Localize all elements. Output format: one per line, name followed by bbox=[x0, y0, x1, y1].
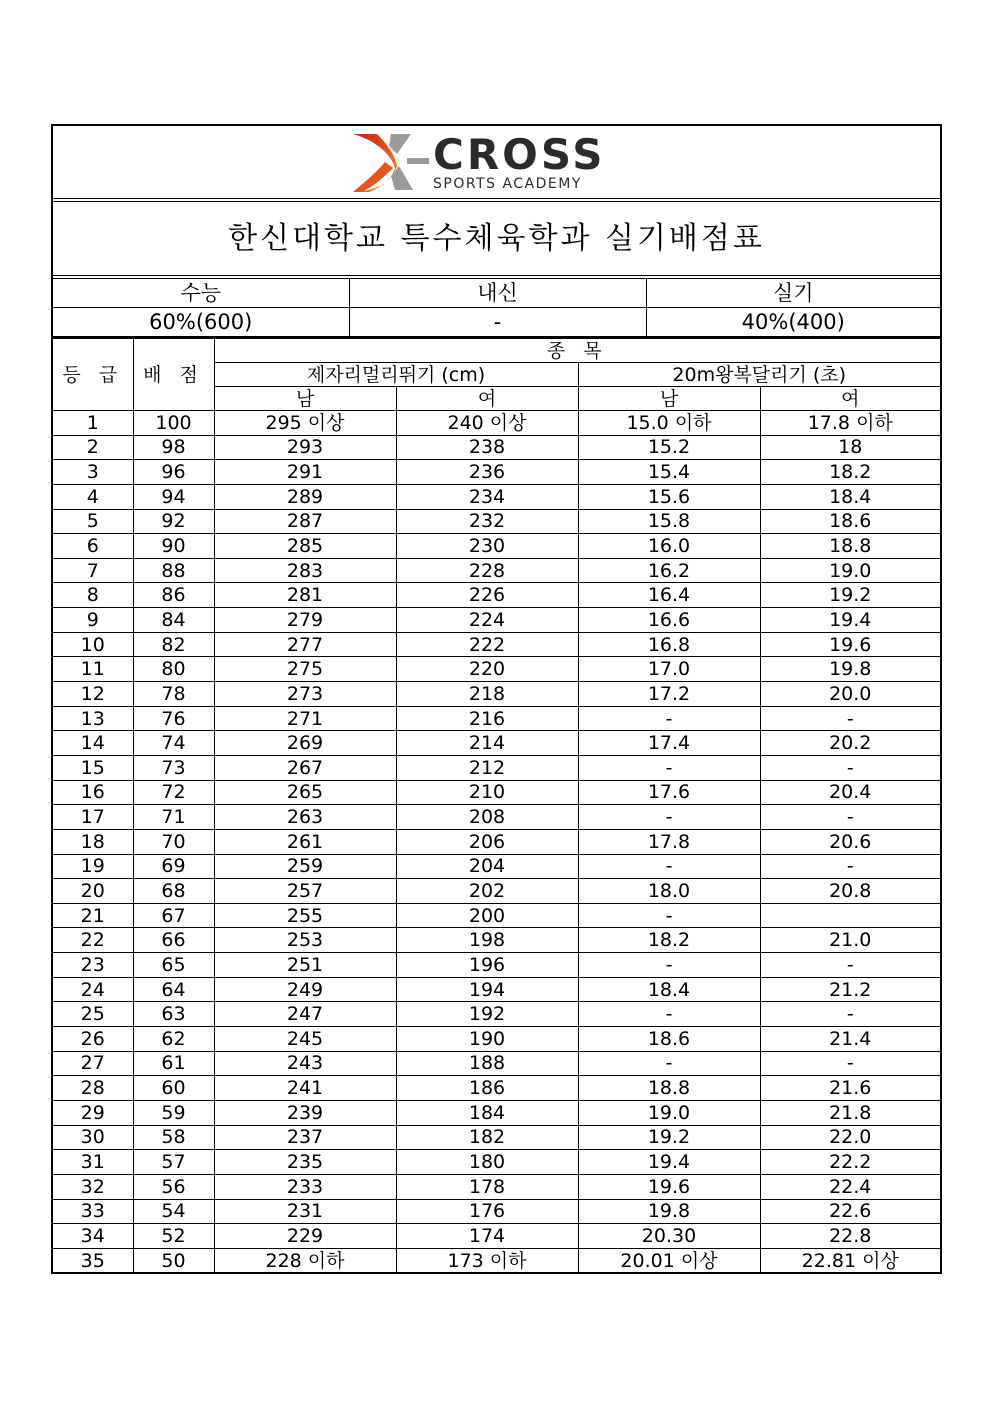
table-row bbox=[53, 558, 940, 583]
grade-cell: 24 bbox=[53, 977, 133, 1002]
score-cell: 50 bbox=[133, 1248, 214, 1272]
long-jump-female-cell: 214 bbox=[396, 731, 578, 756]
table-row bbox=[53, 879, 940, 904]
score-cell: 78 bbox=[133, 682, 214, 707]
grade-cell: 8 bbox=[53, 583, 133, 608]
long-jump-male-cell: 291 bbox=[214, 460, 396, 485]
long-jump-female-cell: 178 bbox=[396, 1174, 578, 1199]
shuttle-run-male-cell: 15.0 이하 bbox=[578, 411, 760, 436]
shuttle-run-male-cell: 20.30 bbox=[578, 1224, 760, 1249]
shuttle-run-male-cell: 16.0 bbox=[578, 534, 760, 559]
shuttle-run-female-cell: 20.4 bbox=[760, 780, 940, 805]
score-cell: 57 bbox=[133, 1150, 214, 1175]
long-jump-male-cell: 228 이하 bbox=[214, 1248, 396, 1272]
shuttle-run-female-cell: 22.8 bbox=[760, 1224, 940, 1249]
long-jump-male-cell: 249 bbox=[214, 977, 396, 1002]
shuttle-run-male-cell: - bbox=[578, 805, 760, 830]
long-jump-female-cell: 224 bbox=[396, 608, 578, 633]
table-row bbox=[53, 1076, 940, 1101]
long-jump-female-cell: 176 bbox=[396, 1199, 578, 1224]
table-row bbox=[53, 977, 940, 1002]
table-row bbox=[53, 903, 940, 928]
shuttle-run-male-cell: - bbox=[578, 1051, 760, 1076]
grade-cell: 1 bbox=[53, 411, 133, 436]
long-jump-female-header: 여 bbox=[396, 387, 578, 411]
grade-cell: 16 bbox=[53, 780, 133, 805]
grade-cell: 35 bbox=[53, 1248, 133, 1272]
long-jump-female-cell: 228 bbox=[396, 558, 578, 583]
table-row bbox=[53, 1248, 940, 1272]
grade-cell: 27 bbox=[53, 1051, 133, 1076]
shuttle-run-female-cell: 22.0 bbox=[760, 1125, 940, 1150]
event-long-jump-header: 제자리멀리뛰기 (cm) bbox=[214, 363, 578, 387]
shuttle-run-female-cell: 18 bbox=[760, 435, 940, 460]
title-row bbox=[53, 202, 940, 276]
long-jump-male-cell: 287 bbox=[214, 509, 396, 534]
table-row bbox=[53, 534, 940, 559]
grade-cell: 15 bbox=[53, 755, 133, 780]
table-row bbox=[53, 1027, 940, 1052]
table-row bbox=[53, 1100, 940, 1125]
score-cell: 76 bbox=[133, 706, 214, 731]
grade-cell: 5 bbox=[53, 509, 133, 534]
shuttle-run-female-cell: 21.4 bbox=[760, 1027, 940, 1052]
grade-cell: 31 bbox=[53, 1150, 133, 1175]
shuttle-run-female-cell: 20.0 bbox=[760, 682, 940, 707]
score-cell: 72 bbox=[133, 780, 214, 805]
shuttle-run-female-cell: 22.81 이상 bbox=[760, 1248, 940, 1272]
cross-logo bbox=[351, 132, 641, 194]
long-jump-male-cell: 229 bbox=[214, 1224, 396, 1249]
page-title: 한신대학교 특수체육학과 실기배점표 bbox=[228, 220, 765, 256]
long-jump-male-cell: 275 bbox=[214, 657, 396, 682]
long-jump-female-cell: 226 bbox=[396, 583, 578, 608]
grade-header: 등 급 bbox=[53, 338, 133, 411]
grade-cell: 18 bbox=[53, 829, 133, 854]
grade-cell: 28 bbox=[53, 1076, 133, 1101]
shuttle-run-female-cell: - bbox=[760, 1002, 940, 1027]
score-cell: 82 bbox=[133, 632, 214, 657]
table-row bbox=[53, 509, 940, 534]
score-cell: 98 bbox=[133, 435, 214, 460]
table-row bbox=[53, 1199, 940, 1224]
score-cell: 90 bbox=[133, 534, 214, 559]
table-row bbox=[53, 731, 940, 756]
table-row bbox=[53, 1002, 940, 1027]
table-row bbox=[53, 583, 940, 608]
shuttle-run-male-cell: 18.2 bbox=[578, 928, 760, 953]
score-sheet bbox=[51, 124, 942, 1274]
long-jump-male-cell: 281 bbox=[214, 583, 396, 608]
shuttle-run-male-header: 남 bbox=[578, 387, 760, 411]
long-jump-male-cell: 231 bbox=[214, 1199, 396, 1224]
summary-value-suneung: 60%(600) bbox=[53, 308, 349, 337]
shuttle-run-male-cell: 16.4 bbox=[578, 583, 760, 608]
long-jump-male-cell: 255 bbox=[214, 903, 396, 928]
score-cell: 84 bbox=[133, 608, 214, 633]
grade-cell: 4 bbox=[53, 484, 133, 509]
cross-x-icon bbox=[351, 132, 429, 194]
long-jump-female-cell: 238 bbox=[396, 435, 578, 460]
shuttle-run-male-cell: 17.6 bbox=[578, 780, 760, 805]
long-jump-female-cell: 182 bbox=[396, 1125, 578, 1150]
long-jump-male-cell: 265 bbox=[214, 780, 396, 805]
long-jump-male-cell: 243 bbox=[214, 1051, 396, 1076]
shuttle-run-male-cell: - bbox=[578, 706, 760, 731]
table-row bbox=[53, 1051, 940, 1076]
shuttle-run-female-cell: - bbox=[760, 1051, 940, 1076]
long-jump-female-cell: 184 bbox=[396, 1100, 578, 1125]
logo-wordmark: CROSS bbox=[433, 130, 606, 179]
grade-cell: 6 bbox=[53, 534, 133, 559]
long-jump-male-cell: 233 bbox=[214, 1174, 396, 1199]
long-jump-female-cell: 206 bbox=[396, 829, 578, 854]
long-jump-male-cell: 277 bbox=[214, 632, 396, 657]
grade-cell: 26 bbox=[53, 1027, 133, 1052]
long-jump-male-cell: 285 bbox=[214, 534, 396, 559]
table-row bbox=[53, 829, 940, 854]
shuttle-run-female-cell: 21.2 bbox=[760, 977, 940, 1002]
grade-cell: 33 bbox=[53, 1199, 133, 1224]
shuttle-run-male-cell: 18.4 bbox=[578, 977, 760, 1002]
long-jump-female-cell: 222 bbox=[396, 632, 578, 657]
shuttle-run-male-cell: 18.0 bbox=[578, 879, 760, 904]
score-cell: 54 bbox=[133, 1199, 214, 1224]
long-jump-female-cell: 173 이하 bbox=[396, 1248, 578, 1272]
long-jump-male-cell: 293 bbox=[214, 435, 396, 460]
grade-cell: 20 bbox=[53, 879, 133, 904]
grade-cell: 7 bbox=[53, 558, 133, 583]
score-cell: 68 bbox=[133, 879, 214, 904]
long-jump-male-cell: 283 bbox=[214, 558, 396, 583]
table-row bbox=[53, 411, 940, 436]
shuttle-run-female-header: 여 bbox=[760, 387, 940, 411]
shuttle-run-female-cell: 19.4 bbox=[760, 608, 940, 633]
table-row bbox=[53, 1174, 940, 1199]
score-cell: 70 bbox=[133, 829, 214, 854]
score-cell: 92 bbox=[133, 509, 214, 534]
table-row bbox=[53, 484, 940, 509]
long-jump-female-cell: 210 bbox=[396, 780, 578, 805]
long-jump-male-cell: 245 bbox=[214, 1027, 396, 1052]
shuttle-run-female-cell: - bbox=[760, 953, 940, 978]
shuttle-run-male-cell: 19.4 bbox=[578, 1150, 760, 1175]
score-cell: 60 bbox=[133, 1076, 214, 1101]
score-cell: 65 bbox=[133, 953, 214, 978]
shuttle-run-female-cell: 19.8 bbox=[760, 657, 940, 682]
logo-row bbox=[53, 126, 940, 199]
score-cell: 52 bbox=[133, 1224, 214, 1249]
grade-cell: 11 bbox=[53, 657, 133, 682]
summary-header-suneung: 수능 bbox=[53, 279, 349, 308]
shuttle-run-female-cell: 18.6 bbox=[760, 509, 940, 534]
grade-cell: 9 bbox=[53, 608, 133, 633]
table-row bbox=[53, 953, 940, 978]
long-jump-male-cell: 269 bbox=[214, 731, 396, 756]
table-row bbox=[53, 755, 940, 780]
shuttle-run-male-cell: 19.2 bbox=[578, 1125, 760, 1150]
long-jump-female-cell: 218 bbox=[396, 682, 578, 707]
long-jump-female-cell: 194 bbox=[396, 977, 578, 1002]
long-jump-male-cell: 263 bbox=[214, 805, 396, 830]
long-jump-male-cell: 259 bbox=[214, 854, 396, 879]
event-header: 종 목 bbox=[214, 338, 940, 363]
shuttle-run-female-cell: - bbox=[760, 854, 940, 879]
summary-header-silgi: 실기 bbox=[646, 279, 940, 308]
grade-cell: 23 bbox=[53, 953, 133, 978]
score-cell: 86 bbox=[133, 583, 214, 608]
long-jump-male-cell: 271 bbox=[214, 706, 396, 731]
shuttle-run-male-cell: 15.4 bbox=[578, 460, 760, 485]
shuttle-run-female-cell: - bbox=[760, 805, 940, 830]
shuttle-run-female-cell: 18.4 bbox=[760, 484, 940, 509]
score-cell: 88 bbox=[133, 558, 214, 583]
long-jump-male-cell: 295 이상 bbox=[214, 411, 396, 436]
grade-cell: 25 bbox=[53, 1002, 133, 1027]
summary-value-silgi: 40%(400) bbox=[646, 308, 940, 337]
shuttle-run-female-cell: 22.2 bbox=[760, 1150, 940, 1175]
long-jump-female-cell: 190 bbox=[396, 1027, 578, 1052]
grade-cell: 14 bbox=[53, 731, 133, 756]
shuttle-run-female-cell: 20.6 bbox=[760, 829, 940, 854]
score-cell: 61 bbox=[133, 1051, 214, 1076]
long-jump-male-cell: 267 bbox=[214, 755, 396, 780]
table-row bbox=[53, 854, 940, 879]
long-jump-female-cell: 200 bbox=[396, 903, 578, 928]
shuttle-run-male-cell: 16.6 bbox=[578, 608, 760, 633]
score-cell: 100 bbox=[133, 411, 214, 436]
score-cell: 73 bbox=[133, 755, 214, 780]
score-cell: 56 bbox=[133, 1174, 214, 1199]
score-cell: 63 bbox=[133, 1002, 214, 1027]
long-jump-male-cell: 247 bbox=[214, 1002, 396, 1027]
shuttle-run-male-cell: 17.4 bbox=[578, 731, 760, 756]
long-jump-male-cell: 273 bbox=[214, 682, 396, 707]
shuttle-run-female-cell: 22.4 bbox=[760, 1174, 940, 1199]
score-header: 배 점 bbox=[133, 338, 214, 411]
long-jump-male-cell: 261 bbox=[214, 829, 396, 854]
long-jump-female-cell: 236 bbox=[396, 460, 578, 485]
shuttle-run-female-cell: - bbox=[760, 755, 940, 780]
shuttle-run-male-cell: - bbox=[578, 1002, 760, 1027]
long-jump-female-cell: 202 bbox=[396, 879, 578, 904]
score-cell: 94 bbox=[133, 484, 214, 509]
long-jump-female-cell: 230 bbox=[396, 534, 578, 559]
long-jump-male-cell: 279 bbox=[214, 608, 396, 633]
long-jump-female-cell: 180 bbox=[396, 1150, 578, 1175]
shuttle-run-male-cell: 20.01 이상 bbox=[578, 1248, 760, 1272]
table-row bbox=[53, 1150, 940, 1175]
score-cell: 80 bbox=[133, 657, 214, 682]
shuttle-run-male-cell: 17.2 bbox=[578, 682, 760, 707]
long-jump-female-cell: 212 bbox=[396, 755, 578, 780]
shuttle-run-female-cell: 19.6 bbox=[760, 632, 940, 657]
shuttle-run-male-cell: 19.8 bbox=[578, 1199, 760, 1224]
score-cell: 64 bbox=[133, 977, 214, 1002]
grade-cell: 12 bbox=[53, 682, 133, 707]
table-row bbox=[53, 682, 940, 707]
shuttle-run-female-cell: 19.0 bbox=[760, 558, 940, 583]
long-jump-female-cell: 220 bbox=[396, 657, 578, 682]
grade-cell: 21 bbox=[53, 903, 133, 928]
shuttle-run-female-cell: 17.8 이하 bbox=[760, 411, 940, 436]
table-row bbox=[53, 632, 940, 657]
long-jump-male-cell: 257 bbox=[214, 879, 396, 904]
shuttle-run-female-cell: 21.6 bbox=[760, 1076, 940, 1101]
long-jump-female-cell: 198 bbox=[396, 928, 578, 953]
shuttle-run-male-cell: 17.8 bbox=[578, 829, 760, 854]
shuttle-run-female-cell: 18.2 bbox=[760, 460, 940, 485]
long-jump-male-cell: 289 bbox=[214, 484, 396, 509]
shuttle-run-male-cell: 16.8 bbox=[578, 632, 760, 657]
long-jump-male-cell: 239 bbox=[214, 1100, 396, 1125]
long-jump-male-cell: 237 bbox=[214, 1125, 396, 1150]
shuttle-run-female-cell: 20.2 bbox=[760, 731, 940, 756]
shuttle-run-female-cell: 21.0 bbox=[760, 928, 940, 953]
grade-cell: 29 bbox=[53, 1100, 133, 1125]
long-jump-female-cell: 186 bbox=[396, 1076, 578, 1101]
grade-cell: 13 bbox=[53, 706, 133, 731]
shuttle-run-male-cell: 18.8 bbox=[578, 1076, 760, 1101]
score-cell: 62 bbox=[133, 1027, 214, 1052]
shuttle-run-male-cell: 17.0 bbox=[578, 657, 760, 682]
long-jump-female-cell: 174 bbox=[396, 1224, 578, 1249]
shuttle-run-male-cell: 19.0 bbox=[578, 1100, 760, 1125]
score-cell: 69 bbox=[133, 854, 214, 879]
shuttle-run-male-cell: 18.6 bbox=[578, 1027, 760, 1052]
shuttle-run-male-cell: 19.6 bbox=[578, 1174, 760, 1199]
long-jump-female-cell: 216 bbox=[396, 706, 578, 731]
shuttle-run-male-cell: - bbox=[578, 903, 760, 928]
long-jump-male-cell: 241 bbox=[214, 1076, 396, 1101]
ratio-summary-table bbox=[53, 279, 940, 337]
table-row bbox=[53, 805, 940, 830]
grade-cell: 32 bbox=[53, 1174, 133, 1199]
grade-cell: 30 bbox=[53, 1125, 133, 1150]
long-jump-male-cell: 235 bbox=[214, 1150, 396, 1175]
shuttle-run-male-cell: - bbox=[578, 953, 760, 978]
score-cell: 74 bbox=[133, 731, 214, 756]
shuttle-run-male-cell: 16.2 bbox=[578, 558, 760, 583]
shuttle-run-female-cell: 20.8 bbox=[760, 879, 940, 904]
score-cell: 96 bbox=[133, 460, 214, 485]
shuttle-run-male-cell: 15.2 bbox=[578, 435, 760, 460]
grade-cell: 19 bbox=[53, 854, 133, 879]
grade-cell: 3 bbox=[53, 460, 133, 485]
table-row bbox=[53, 706, 940, 731]
table-row bbox=[53, 1224, 940, 1249]
table-row bbox=[53, 608, 940, 633]
score-cell: 59 bbox=[133, 1100, 214, 1125]
score-table bbox=[53, 337, 940, 1272]
long-jump-female-cell: 196 bbox=[396, 953, 578, 978]
shuttle-run-female-cell: 22.6 bbox=[760, 1199, 940, 1224]
shuttle-run-female-cell: - bbox=[760, 706, 940, 731]
long-jump-female-cell: 204 bbox=[396, 854, 578, 879]
long-jump-female-cell: 188 bbox=[396, 1051, 578, 1076]
score-cell: 67 bbox=[133, 903, 214, 928]
shuttle-run-male-cell: 15.8 bbox=[578, 509, 760, 534]
table-row bbox=[53, 435, 940, 460]
long-jump-female-cell: 208 bbox=[396, 805, 578, 830]
score-cell: 66 bbox=[133, 928, 214, 953]
summary-value-naesin: - bbox=[349, 308, 646, 337]
grade-cell: 17 bbox=[53, 805, 133, 830]
long-jump-male-cell: 253 bbox=[214, 928, 396, 953]
summary-header-naesin: 내신 bbox=[349, 279, 646, 308]
score-cell: 58 bbox=[133, 1125, 214, 1150]
shuttle-run-male-cell: - bbox=[578, 755, 760, 780]
logo-subtitle: SPORTS ACADEMY bbox=[433, 176, 582, 192]
grade-cell: 2 bbox=[53, 435, 133, 460]
table-row bbox=[53, 780, 940, 805]
grade-cell: 34 bbox=[53, 1224, 133, 1249]
score-cell: 71 bbox=[133, 805, 214, 830]
long-jump-female-cell: 232 bbox=[396, 509, 578, 534]
long-jump-male-header: 남 bbox=[214, 387, 396, 411]
table-row bbox=[53, 928, 940, 953]
shuttle-run-female-cell bbox=[760, 903, 940, 928]
table-row bbox=[53, 657, 940, 682]
table-row bbox=[53, 460, 940, 485]
shuttle-run-female-cell: 19.2 bbox=[760, 583, 940, 608]
shuttle-run-female-cell: 18.8 bbox=[760, 534, 940, 559]
long-jump-female-cell: 192 bbox=[396, 1002, 578, 1027]
shuttle-run-female-cell: 21.8 bbox=[760, 1100, 940, 1125]
shuttle-run-male-cell: - bbox=[578, 854, 760, 879]
shuttle-run-male-cell: 15.6 bbox=[578, 484, 760, 509]
table-row bbox=[53, 1125, 940, 1150]
long-jump-male-cell: 251 bbox=[214, 953, 396, 978]
grade-cell: 22 bbox=[53, 928, 133, 953]
long-jump-female-cell: 234 bbox=[396, 484, 578, 509]
event-shuttle-run-header: 20m왕복달리기 (초) bbox=[578, 363, 940, 387]
long-jump-female-cell: 240 이상 bbox=[396, 411, 578, 436]
grade-cell: 10 bbox=[53, 632, 133, 657]
